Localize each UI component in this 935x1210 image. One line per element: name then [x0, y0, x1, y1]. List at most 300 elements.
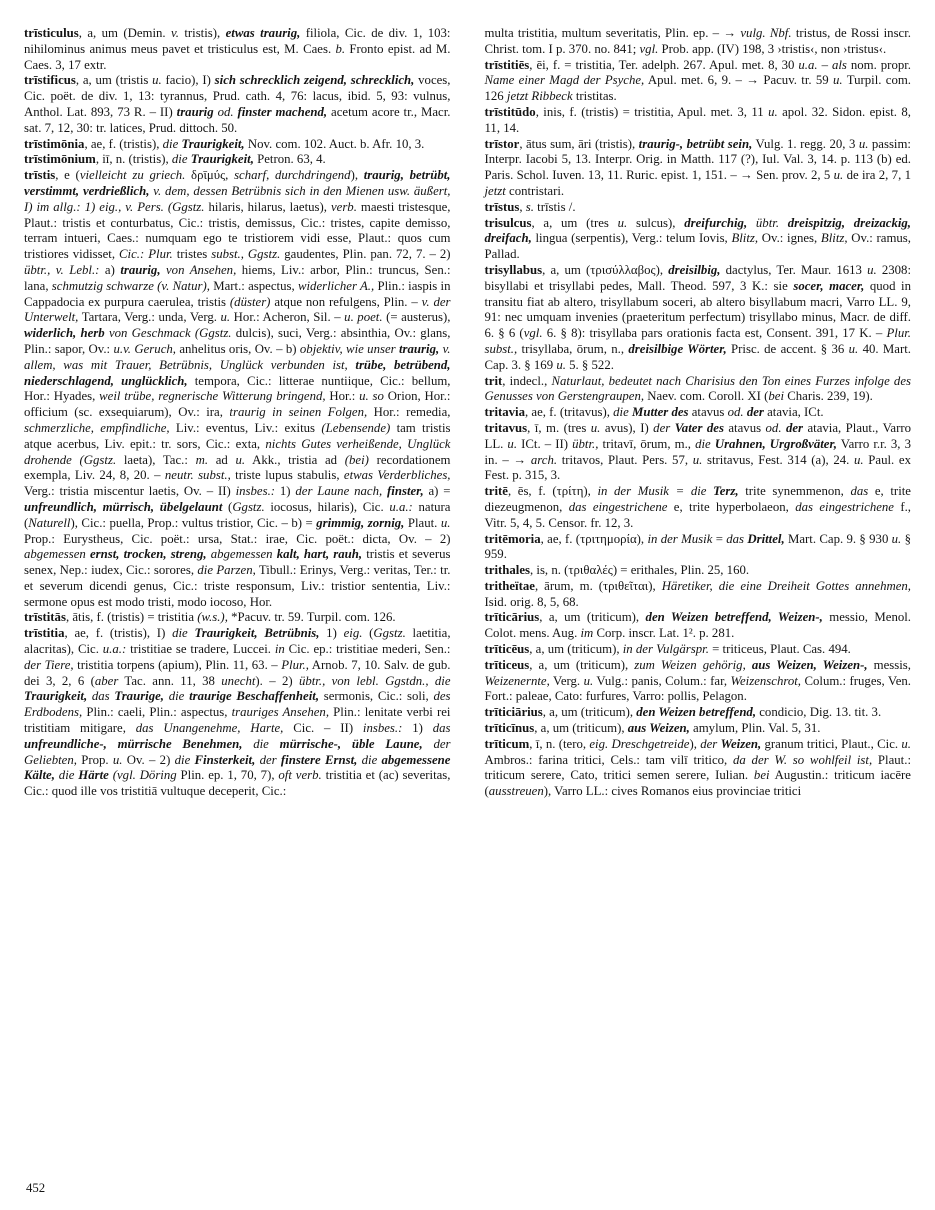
text-segment: vgl.: [523, 326, 543, 341]
text-segment: widerlich, herb: [24, 326, 109, 341]
headword: tritheïtae: [484, 578, 535, 593]
text-segment: Prisc. de accent. § 36: [726, 341, 849, 356]
text-segment: maesti tristesque, Plaut.: tristis et conturbatus, Cic.: tristis, demissus, Cic.: tristes, capite demisso, terram intueri, Caes.: numquam ego te tristiorem vidi esse, Plaut.: quos cum tristiores vidisset,: [24, 199, 451, 262]
text-segment: Orion, Hor.: officium (sc. exsequiarum), Ov.: ira,: [24, 389, 451, 420]
text-segment: ),: [350, 168, 364, 183]
text-segment: u.: [858, 136, 869, 151]
text-segment: Akk., tristia ad: [245, 452, 345, 467]
two-column-text-area: [24, 26, 911, 800]
dictionary-entry: [485, 658, 912, 705]
text-segment: Hor.: Acheron, Sil. –: [230, 310, 345, 325]
dictionary-entry: [24, 137, 451, 153]
text-segment: u.: [848, 341, 859, 356]
text-segment: od.: [217, 104, 234, 119]
left-column: [24, 26, 451, 800]
text-segment: dreispitzig, dreizackig, dreifach,: [484, 215, 911, 246]
text-segment: (: [362, 626, 374, 641]
text-segment: avus), I): [600, 420, 654, 435]
text-segment: die: [174, 752, 195, 767]
text-segment: der Tiere,: [24, 657, 74, 672]
text-segment: Naturell: [28, 515, 71, 530]
headword: tritēmoria: [484, 531, 541, 546]
text-segment: das: [850, 484, 869, 499]
text-segment: b.: [335, 41, 346, 56]
text-segment: etwas Verderbliches,: [343, 468, 451, 483]
text-segment: u.: [440, 515, 451, 530]
text-segment: Naev. com. Coroll. XI (: [644, 389, 769, 404]
text-segment: grimmig, zornig,: [316, 515, 405, 530]
text-segment: 1): [319, 626, 344, 641]
text-segment: von Geschmack (Ggstz.: [108, 326, 232, 341]
text-segment: Tartara, Verg.: unda, Verg.: [78, 310, 221, 325]
text-segment: atavia, ICt.: [767, 405, 824, 420]
text-segment: jetzt: [484, 183, 506, 198]
text-segment: § 959.: [484, 531, 911, 562]
text-segment: insbes.:: [362, 721, 403, 736]
dictionary-entry: [485, 405, 912, 421]
text-segment: , a, um (τρισύλλαβος),: [542, 262, 669, 277]
text-segment: das: [91, 689, 115, 704]
text-segment: Tibull.: Erinys, Verg.: veritas, Ter.: tr. et severum dicendi genus, Cic.: triste responsum, Liv.: tristior sententia, Liv.: sermone opus est modo tristi, modo iocoso, Hor.: [24, 563, 451, 609]
text-segment: ),: [689, 736, 701, 751]
text-segment: Ggstz.: [373, 626, 406, 641]
text-segment: Finsterkeit,: [194, 752, 260, 767]
headword: trīstor: [484, 136, 520, 151]
text-segment: Terz,: [713, 484, 739, 499]
headword: trīstus: [484, 199, 520, 214]
headword: trisyllabus: [484, 262, 543, 277]
text-segment: Corp. inscr. Lat. 1². p. 281.: [593, 626, 735, 641]
text-segment: tristes: [172, 247, 212, 262]
text-segment: Plin. ep. 1, 70, 7),: [176, 768, 279, 783]
text-segment: laeta), Tac.:: [116, 452, 196, 467]
text-segment: ,: [519, 199, 526, 214]
text-segment: die: [171, 152, 191, 167]
text-segment: den Weizen betreffend, Weizen-,: [645, 610, 823, 625]
text-segment: insbes.:: [235, 484, 276, 499]
text-segment: Apul. met. 6, 9. – → Pacuv. tr. 59: [644, 73, 834, 88]
dictionary-entry: [485, 137, 912, 200]
text-segment: neutr. subst.,: [164, 468, 231, 483]
text-segment: u.a.:: [389, 499, 413, 514]
text-segment: traurig in seinen Folgen,: [229, 405, 368, 420]
text-segment: m.: [195, 452, 209, 467]
text-segment: das eingestrichene: [568, 499, 668, 514]
text-segment: ), Varro LL.: cives Romanos eius provinciae tritici: [543, 784, 802, 799]
text-segment: laetitia, alacritas), Cic.: [24, 626, 451, 657]
text-segment: *Pacuv. tr. 59. Turpil. com. 126.: [227, 610, 396, 625]
headword: tritavus: [484, 420, 528, 435]
text-segment: die: [162, 136, 182, 151]
text-segment: trübe, betrübend, niederschlagend, unglücklich,: [24, 357, 451, 388]
text-segment: da der W. so wohlfeil ist,: [733, 752, 873, 767]
text-segment: sulcus),: [627, 215, 685, 230]
text-segment: das: [432, 721, 451, 736]
text-segment: apol. 32. Sidon. epist. 8, 11, 14.: [484, 104, 911, 135]
text-segment: , ārum, m. (τριθεῖται),: [534, 578, 662, 593]
text-segment: widerlicher A.,: [297, 278, 375, 293]
text-segment: , ae, f. (tritavus),: [525, 405, 614, 420]
text-segment: Urahnen, Urgroßväter,: [714, 436, 837, 451]
text-segment: schmutzig schwarze (v. Natur),: [51, 278, 210, 293]
text-segment: etwas traurig,: [225, 26, 301, 40]
text-segment: tristitia torpens (apium), Plin. 11, 63. –: [73, 657, 282, 672]
text-segment: Turpil. com. 126: [484, 73, 912, 104]
text-segment: messis,: [867, 657, 911, 672]
headword: trīstitūdo: [484, 104, 536, 119]
text-segment: übtr., v. Lebl.:: [24, 262, 100, 277]
text-segment: Cic.: Plur.: [119, 247, 173, 262]
text-segment: Colum.: fruges, Ven. Fort.: paleae, Cato: furfures, Varro: pollis, Pelagon.: [484, 673, 911, 704]
text-segment: Varro r.r. 3, 3 in. – →: [484, 436, 911, 467]
text-segment: e, trite hyperbolaeon,: [667, 499, 796, 514]
text-segment: atque non refulgens, Plin. –: [270, 294, 422, 309]
text-segment: kalt, hart, rauh,: [276, 547, 363, 562]
text-segment: , ae, f. (tristis),: [84, 136, 163, 151]
text-segment: , a, um (tres: [531, 215, 618, 230]
text-segment: , a, um (triticum),: [529, 657, 635, 672]
text-segment: Vulg.: panis, Colum.: far,: [593, 673, 731, 688]
text-segment: die: [58, 768, 79, 783]
text-segment: u.: [891, 531, 902, 546]
text-segment: Nov. com. 102. Auct. b. Afr. 10, 3.: [244, 136, 425, 151]
dictionary-entry: [485, 532, 912, 564]
text-segment: sermonis, Cic.: soli,: [319, 689, 434, 704]
text-segment: ad: [208, 452, 236, 467]
text-segment: δρῑμύς,: [185, 168, 235, 183]
text-segment: u.: [867, 262, 877, 277]
text-segment: , a, um (triticum),: [539, 610, 646, 625]
text-segment: der: [746, 405, 768, 420]
text-segment: die: [168, 689, 190, 704]
text-segment: 1): [402, 721, 433, 736]
text-segment: oft verb.: [278, 768, 322, 783]
dictionary-entry: [485, 721, 912, 737]
text-segment: Cic. ep.: tristitiae mederi, Sen.:: [284, 642, 451, 657]
text-segment: , is, n. (τριθαλές) = erithales, Plin. 25, 160.: [530, 563, 750, 578]
text-segment: amylum, Plin. Val. 5, 31.: [689, 721, 821, 736]
page-number: 452: [26, 1181, 46, 1196]
text-segment: abgemessen: [210, 547, 277, 562]
text-segment: in der Vulgärspr.: [622, 642, 709, 657]
text-segment: Verg.: tristia miscentur laetis, Ov. – II): [24, 484, 236, 499]
headword: trīticiārius: [484, 705, 543, 720]
dictionary-entry: [485, 421, 912, 484]
text-segment: der Laune nach,: [295, 484, 388, 499]
text-segment: , inis, f. (tristis) = tristitia, Apul. met. 3, 11: [535, 104, 769, 119]
text-segment: eig. Dreschgetreide: [589, 736, 690, 751]
text-segment: (düster): [229, 294, 271, 309]
text-segment: das: [726, 531, 748, 546]
text-segment: tristis et severus senex, Nep.: iudex, Cic.: sorores,: [24, 547, 451, 578]
text-segment: dulcis), suci, Verg.: absinthia, Ov.: glans, Plin.: sapor, Ov.:: [24, 326, 451, 356]
text-segment: , indecl.,: [502, 373, 552, 388]
text-segment: , ātis, f. (tristis) = tristitia: [65, 610, 198, 625]
text-segment: Cic. – II): [283, 721, 363, 736]
text-segment: u.: [833, 73, 843, 88]
text-segment: Häretiker, die eine Dreiheit Gottes annehmen,: [661, 578, 912, 593]
dictionary-entry: [24, 152, 451, 168]
text-segment: trisyllaba, ōrum, n.,: [517, 341, 629, 356]
text-segment: Tac. ann. 11, 38: [118, 673, 222, 688]
text-segment: Blitz,: [820, 231, 848, 246]
text-segment: Ambros.: farina tritici, Cels.: tam vilī tritico,: [484, 752, 733, 767]
text-segment: Ov. – 2): [122, 752, 175, 767]
text-segment: weil trübe, regnerische Witterung bringend,: [99, 389, 326, 404]
text-segment: vulg. Nbf.: [740, 26, 792, 40]
text-segment: ausstreuen: [488, 784, 544, 799]
text-segment: voces, Cic. poët. de div. 1, 13: tyrannus, Prud. cath. 4, 76: lacus, ibid. 5, 93: vulnus, Anthol. Lat. 893, 73 R. – II): [24, 73, 451, 119]
text-segment: , a, um (Demin.: [78, 26, 171, 40]
text-segment: das Unangenehme, Harte,: [135, 721, 284, 736]
text-segment: u.: [556, 357, 566, 372]
text-segment: od.: [765, 420, 786, 435]
text-segment: u.a.:: [102, 642, 127, 657]
headword: trīstitās: [24, 610, 66, 625]
dictionary-entry: [485, 563, 912, 579]
text-segment: die: [613, 405, 632, 420]
text-segment: arch.: [530, 452, 558, 467]
text-segment: natura (: [24, 499, 451, 530]
text-segment: Petron. 63, 4.: [253, 152, 326, 167]
text-segment: subst., Ggstz.: [211, 247, 281, 262]
text-segment: s.: [525, 199, 534, 214]
text-segment: traurig, betrübt, verstimmt, verdrießlich,: [24, 168, 451, 198]
text-segment: u. poet.: [344, 310, 383, 325]
dictionary-entry: [485, 216, 912, 263]
text-segment: a) =: [423, 484, 451, 499]
text-segment: anhelitus oris, Ov. – b): [175, 341, 300, 356]
text-segment: ), Cic.: puella, Prop.: vultus tristior, Cic. – b) =: [70, 515, 317, 530]
right-column: [485, 26, 912, 800]
text-segment: passim: Interpr. Iacobi 5, 13. Interpr. Orig. in Matth. 117 (?), Iul. Val. 3, 14. p. 113 (b) ed. Paris. Schol. Iuven. 13, 11. Ruric. epist. 1, 151. – → Sen. prov. 2, 5: [484, 136, 911, 183]
text-segment: lingua (serpentis), Verg.: telum Iovis,: [531, 231, 732, 246]
text-segment: condicio, Dig. 13. tit. 3.: [756, 705, 882, 720]
text-segment: Charis. 239, 19).: [784, 389, 873, 404]
text-segment: filiola, Cic. de div. 1, 103: nihilominus animus meus pavet et tristiculus est, M. Caes.: [24, 26, 451, 56]
text-segment: u.: [112, 752, 123, 767]
text-segment: , ae, f. (τριτημορία),: [540, 531, 648, 546]
text-segment: u.: [617, 215, 628, 230]
text-segment: dreisilbige Wörter,: [628, 341, 727, 356]
headword: trit: [484, 373, 503, 388]
text-segment: tristitiae se tradere, Luccei.: [126, 642, 275, 657]
text-segment: Naturlaut, bedeutet nach Charisius den Ton eines Furzes infolge des Genusses von Gerstengraupen,: [484, 373, 911, 404]
text-segment: Mutter des: [631, 405, 692, 420]
dictionary-entry: [485, 374, 912, 406]
text-segment: ICt. – II): [517, 436, 573, 451]
text-segment: vielleicht zu griech.: [79, 168, 186, 183]
text-segment: eig.: [343, 626, 363, 641]
text-segment: trīstis /.: [533, 199, 576, 214]
text-segment: aber: [94, 673, 119, 688]
text-segment: Hor.:: [325, 389, 360, 404]
dictionary-entry: [24, 626, 451, 800]
text-segment: de ira 2, 7, 1: [843, 168, 911, 183]
text-segment: Plin.: caeli, Plin.: aspectus,: [82, 705, 232, 720]
dictionary-entry: [24, 610, 451, 626]
text-segment: in: [274, 642, 285, 657]
text-segment: facio), I): [161, 73, 215, 88]
text-segment: sich schrecklich zeigend, schrecklich,: [214, 73, 415, 88]
text-segment: aus Weizen, Weizen-,: [751, 657, 868, 672]
text-segment: u.: [507, 436, 518, 451]
text-segment: von Ansehen,: [166, 262, 237, 277]
text-segment: Ov.: ignes,: [758, 231, 821, 246]
text-segment: mürrische-, üble Laune,: [279, 736, 434, 751]
headword: trīstitiēs: [484, 57, 530, 72]
text-segment: Traurigkeit,: [24, 689, 92, 704]
text-segment: contristari.: [505, 183, 565, 198]
text-segment: tam tristis atque acerbus, Liv. epit.: tr. sors, Cic.: exta,: [24, 420, 451, 451]
text-segment: (Lebensende): [321, 420, 391, 435]
text-segment: u.: [220, 310, 231, 325]
text-segment: Weizen,: [720, 736, 762, 751]
text-segment: tritavos, Plaut. Pers. 57,: [557, 452, 693, 467]
text-segment: u.: [768, 104, 778, 119]
text-segment: abgemessen: [24, 547, 90, 562]
dictionary-entry: [485, 105, 912, 137]
text-segment: Ggstz.: [232, 499, 265, 514]
text-segment: der: [259, 752, 281, 767]
text-segment: finster machend,: [233, 104, 328, 119]
text-segment: des Erdbodens,: [24, 689, 451, 720]
text-segment: nom. propr.: [846, 57, 911, 72]
text-segment: atavus: [728, 420, 766, 435]
text-segment: , a, um (triticum),: [529, 642, 623, 657]
entry-continuation: [485, 26, 912, 58]
text-segment: recordationem exempla, Liv. 24, 8, 20. –: [24, 452, 451, 483]
text-segment: finster,: [387, 484, 424, 499]
dictionary-entry: [485, 263, 912, 374]
text-segment: tempora, Cic.: litterae nuntiique, Cic.: bellum, Hor.: Hyades,: [24, 373, 451, 404]
text-segment: Augustin.: triticum iacēre (: [484, 768, 911, 799]
text-segment: =: [712, 531, 727, 546]
text-segment: Liv.: eventus, Liv.: exitus: [169, 420, 322, 435]
text-segment: u.: [235, 452, 246, 467]
dictionary-entry: [485, 579, 912, 611]
text-segment: Prop.: Eurystheus, Cic. poët.: ursa, Stat.: irae, Cic. poët.: dicta, Ov. – 2): [24, 531, 451, 546]
text-segment: u.: [833, 168, 844, 183]
text-segment: v.: [171, 26, 179, 40]
headword: trithales: [484, 563, 530, 578]
dictionary-entry: [24, 26, 451, 73]
headword: trisulcus: [484, 215, 532, 230]
text-segment: Ov.: ramus, Pallad.: [484, 231, 911, 262]
text-segment: Plaut.: [404, 515, 441, 530]
text-segment: der Geliebten,: [24, 736, 451, 767]
text-segment: , ī, m. (tres: [527, 420, 591, 435]
text-segment: traurig,: [120, 262, 166, 277]
text-segment: das eingestrichene: [795, 499, 894, 514]
text-segment: –: [817, 57, 832, 72]
text-segment: 40. Mart. Cap. 3. § 169: [484, 341, 912, 372]
text-segment: Mart.: aspectus,: [209, 278, 298, 293]
headword: tritē: [484, 484, 508, 499]
text-segment: u.: [692, 452, 703, 467]
text-segment: (vgl. Döring: [112, 768, 177, 783]
text-segment: Mart. Cap. 9. § 930: [784, 531, 892, 546]
text-segment: (= austerus),: [382, 310, 451, 325]
text-segment: , e (: [55, 168, 80, 183]
text-segment: Vater des: [674, 420, 729, 435]
text-segment: jetzt Ribbeck: [506, 89, 573, 104]
text-segment: abgemessene Kälte,: [24, 752, 451, 783]
text-segment: übtr.: [755, 215, 788, 230]
text-segment: ). – 2): [255, 673, 299, 688]
text-segment: gaudentes, Plin. pan. 72, 7. – 2): [280, 247, 451, 262]
text-segment: der: [700, 736, 721, 751]
text-segment: traurig-, betrübt sein,: [638, 136, 753, 151]
text-segment: 2308: bisyllabi et trisyllabi pedes, Mall. Theod. 597, 3 K.: sie: [484, 262, 911, 293]
text-segment: Plin.: lenitate verbi rei tristitiam mitigare,: [24, 705, 451, 736]
text-segment: ernst, trocken, streng,: [89, 547, 211, 562]
text-segment: Härte: [78, 768, 113, 783]
text-segment: die: [361, 752, 382, 767]
text-segment: quod in transitu fiat ab altero, trisyllabum soceri, ab altero bisyllabum macri, Varro LL. 9, 91: nec umquam invenies (praeteritum perfectum) trisyllabo minus, Macr. de diff. 6. § 6 (: [484, 278, 911, 341]
text-segment: trite synemmenon,: [738, 484, 851, 499]
text-segment: 1): [275, 484, 296, 499]
text-segment: tritavī, ōrum, m.,: [598, 436, 696, 451]
text-segment: u.: [854, 452, 864, 467]
text-segment: unecht: [221, 673, 256, 688]
dictionary-entry: [24, 168, 451, 610]
dictionary-entry: [485, 484, 912, 531]
text-segment: u.v. Geruch,: [113, 341, 176, 356]
text-segment: scharf, durchdringend: [234, 168, 351, 183]
text-segment: die: [253, 736, 280, 751]
text-segment: , ī, n. (tero,: [529, 736, 590, 751]
text-segment: 6. § 8): trisyllaba pars orationis facta est, Consent. 391, 17 K. –: [542, 326, 887, 341]
text-segment: Prop.: [76, 752, 113, 767]
text-segment: u. so: [359, 389, 384, 404]
headword: tritavia: [484, 405, 526, 420]
text-segment: als: [831, 57, 847, 72]
text-segment: dreisilbig,: [668, 262, 721, 277]
dictionary-entry: [485, 58, 912, 105]
text-segment: multa tristitia, multum severitatis, Plin. ep. – →: [484, 26, 741, 40]
headword: trīstimōnia: [24, 136, 85, 151]
text-segment: u.: [590, 420, 601, 435]
text-segment: u.: [583, 673, 594, 688]
text-segment: f., Vitr. 5, 4, 5. Censor. fr. 12, 3.: [484, 499, 911, 530]
text-segment: a): [99, 262, 121, 277]
text-segment: Plur.,: [281, 657, 309, 672]
text-segment: , a, um (triticum),: [534, 721, 628, 736]
text-segment: stritavus, Fest. 314 (a), 24.: [702, 452, 855, 467]
text-segment: aus Weizen,: [627, 721, 690, 736]
dictionary-entry: [24, 73, 451, 136]
text-segment: granum tritici, Plaut., Cic.: [761, 736, 902, 751]
text-segment: objektiv, wie unser: [299, 341, 399, 356]
text-segment: dactylus, Ter. Maur. 1613: [720, 262, 868, 277]
dictionary-entry: [485, 610, 912, 642]
text-segment: u.: [901, 736, 911, 751]
headword: trīticeus: [484, 657, 530, 672]
text-segment: in der Musik: [647, 531, 713, 546]
text-segment: tristus, de Rossi inscr. Christ. tom. I p. 370. no. 841;: [484, 26, 911, 56]
text-segment: Paul. ex Fest. p. 315, 3.: [484, 452, 912, 483]
text-segment: dreifurchig,: [684, 215, 756, 230]
text-segment: , a, um (triticum),: [542, 705, 637, 720]
text-segment: vgl.: [639, 41, 659, 56]
headword: trīstis: [24, 168, 56, 183]
text-segment: Fronto epist. ad M. Caes. 3, 17 extr.: [24, 41, 451, 72]
text-segment: Traurige,: [114, 689, 169, 704]
headword: trīsticulus: [24, 26, 79, 40]
text-segment: Plur. subst.,: [484, 326, 911, 356]
headword: trīticārius: [484, 610, 540, 625]
